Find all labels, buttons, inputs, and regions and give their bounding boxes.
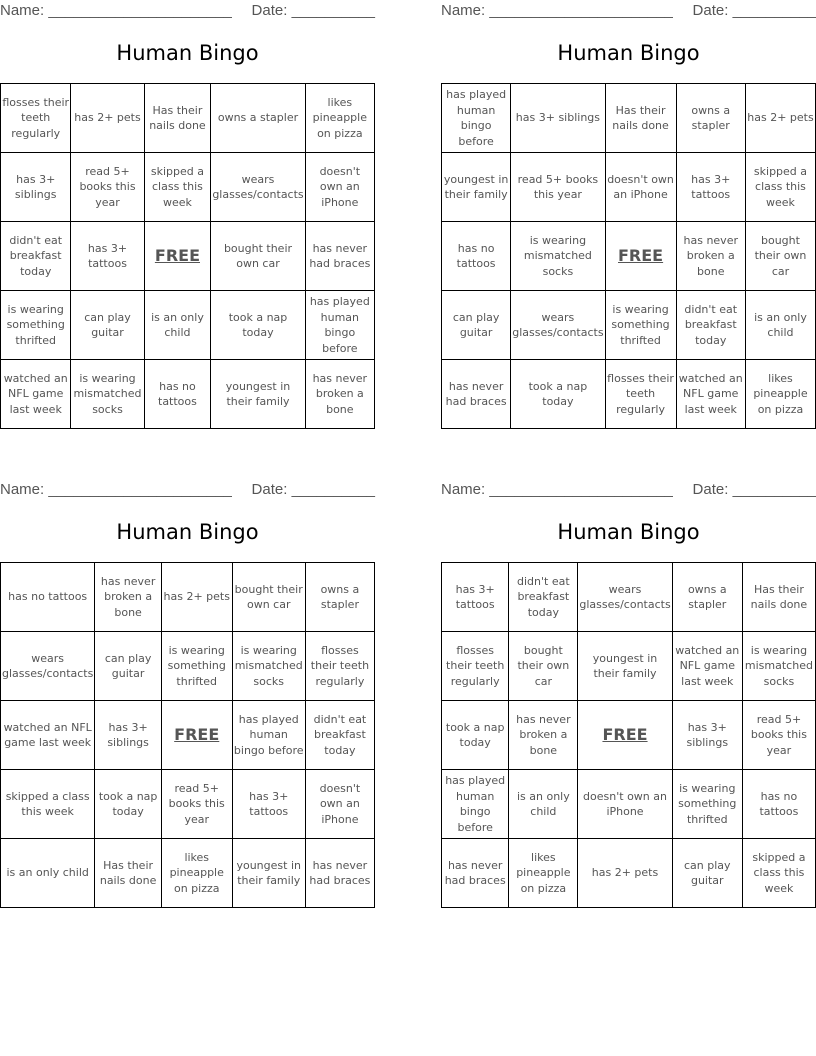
bingo-square: watched an NFL game last week <box>1 360 71 429</box>
bingo-card-3 <box>0 479 375 913</box>
bingo-square: has never broken a bone <box>676 222 745 291</box>
card-header <box>0 2 375 22</box>
bingo-square: Has their nails done <box>605 84 676 153</box>
bingo-square: likes pineapple on pizza <box>305 84 374 153</box>
bingo-square: youngest in their family <box>442 153 511 222</box>
bingo-square: owns a stapler <box>672 563 742 632</box>
bingo-square: youngest in their family <box>232 839 305 908</box>
bingo-square: doesn't own an iPhone <box>605 153 676 222</box>
bingo-square: likes pineapple on pizza <box>509 839 578 908</box>
name-field-label: Name: ______________________ <box>441 481 673 498</box>
card-header <box>441 481 816 501</box>
bingo-square: didn't eat breakfast today <box>305 701 374 770</box>
bingo-square: flosses their teeth regularly <box>605 360 676 429</box>
bingo-square: didn't eat breakfast today <box>1 222 71 291</box>
bingo-square: is an only child <box>1 839 95 908</box>
bingo-square: has 3+ tattoos <box>676 153 745 222</box>
bingo-square: is wearing something thrifted <box>672 770 742 839</box>
bingo-square: likes pineapple on pizza <box>745 360 815 429</box>
bingo-square: youngest in their family <box>211 360 305 429</box>
bingo-square: skipped a class this week <box>742 839 815 908</box>
bingo-row <box>442 701 816 770</box>
date-field-label: Date: __________ <box>251 2 375 19</box>
bingo-square: skipped a class this week <box>144 153 211 222</box>
bingo-square: is wearing something thrifted <box>605 291 676 360</box>
bingo-square: bought their own car <box>509 632 578 701</box>
free-space: FREE <box>578 701 672 770</box>
bingo-square: Has their nails done <box>95 839 162 908</box>
bingo-square: read 5+ books this year <box>511 153 605 222</box>
bingo-card-1 <box>0 0 375 434</box>
bingo-square: flosses their teeth regularly <box>305 632 374 701</box>
bingo-square: flosses their teeth regularly <box>442 632 509 701</box>
bingo-square: is wearing something thrifted <box>1 291 71 360</box>
bingo-square: has never broken a bone <box>95 563 162 632</box>
card-header <box>0 481 375 501</box>
bingo-square: read 5+ books this year <box>71 153 144 222</box>
bingo-square: watched an NFL game last week <box>676 360 745 429</box>
bingo-square: has 3+ tattoos <box>71 222 144 291</box>
bingo-square: can play guitar <box>672 839 742 908</box>
bingo-square: took a nap today <box>211 291 305 360</box>
bingo-square: has no tattoos <box>144 360 211 429</box>
bingo-square: has never broken a bone <box>509 701 578 770</box>
bingo-square: is an only child <box>144 291 211 360</box>
bingo-square: didn't eat breakfast today <box>676 291 745 360</box>
bingo-square: is an only child <box>509 770 578 839</box>
name-field-label: Name: ______________________ <box>0 481 232 498</box>
bingo-square: has 3+ siblings <box>1 153 71 222</box>
bingo-square: has no tattoos <box>1 563 95 632</box>
bingo-square: wears glasses/contacts <box>578 563 672 632</box>
bingo-square: has played human bingo before <box>232 701 305 770</box>
bingo-grid <box>441 83 816 429</box>
name-field-label: Name: ______________________ <box>441 2 673 19</box>
bingo-row <box>1 632 375 701</box>
bingo-square: has 3+ siblings <box>511 84 605 153</box>
bingo-square: Has their nails done <box>144 84 211 153</box>
bingo-square: skipped a class this week <box>1 770 95 839</box>
bingo-row <box>1 360 375 429</box>
bingo-square: has played human bingo before <box>442 770 509 839</box>
bingo-square: read 5+ books this year <box>161 770 232 839</box>
bingo-square: has 2+ pets <box>71 84 144 153</box>
bingo-square: bought their own car <box>232 563 305 632</box>
bingo-square: has never broken a bone <box>305 360 374 429</box>
bingo-square: has 3+ siblings <box>672 701 742 770</box>
date-field-label: Date: __________ <box>692 2 816 19</box>
bingo-row <box>1 84 375 153</box>
bingo-square: has played human bingo before <box>442 84 511 153</box>
bingo-square: is an only child <box>745 291 815 360</box>
bingo-square: has no tattoos <box>442 222 511 291</box>
name-field-label: Name: ______________________ <box>0 2 232 19</box>
bingo-square: has 3+ tattoos <box>442 563 509 632</box>
bingo-square: owns a stapler <box>676 84 745 153</box>
bingo-square: wears glasses/contacts <box>211 153 305 222</box>
bingo-card-2 <box>441 0 816 434</box>
bingo-row <box>1 770 375 839</box>
bingo-square: is wearing mismatched socks <box>232 632 305 701</box>
bingo-row <box>442 839 816 908</box>
bingo-row <box>442 291 816 360</box>
bingo-row <box>442 770 816 839</box>
card-header <box>441 2 816 22</box>
bingo-square: took a nap today <box>95 770 162 839</box>
bingo-square: has 2+ pets <box>578 839 672 908</box>
bingo-grid <box>0 83 375 429</box>
bingo-square: is wearing mismatched socks <box>511 222 605 291</box>
bingo-square: is wearing mismatched socks <box>742 632 815 701</box>
bingo-row <box>442 563 816 632</box>
bingo-square: didn't eat breakfast today <box>509 563 578 632</box>
bingo-square: can play guitar <box>442 291 511 360</box>
bingo-square: has 2+ pets <box>161 563 232 632</box>
bingo-square: has never had braces <box>305 222 374 291</box>
card-title: Human Bingo <box>116 41 259 65</box>
bingo-square: is wearing mismatched socks <box>71 360 144 429</box>
bingo-row <box>1 222 375 291</box>
bingo-row <box>442 632 816 701</box>
bingo-square: can play guitar <box>71 291 144 360</box>
bingo-grid <box>0 562 375 908</box>
card-title: Human Bingo <box>116 520 259 544</box>
bingo-square: has no tattoos <box>742 770 815 839</box>
bingo-row <box>1 563 375 632</box>
bingo-square: doesn't own an iPhone <box>305 770 374 839</box>
date-field-label: Date: __________ <box>251 481 375 498</box>
bingo-square: owns a stapler <box>211 84 305 153</box>
bingo-square: flosses their teeth regularly <box>1 84 71 153</box>
bingo-square: skipped a class this week <box>745 153 815 222</box>
bingo-square: can play guitar <box>95 632 162 701</box>
bingo-square: bought their own car <box>745 222 815 291</box>
bingo-square: Has their nails done <box>742 563 815 632</box>
bingo-square: owns a stapler <box>305 563 374 632</box>
bingo-square: has 3+ siblings <box>95 701 162 770</box>
bingo-square: has never had braces <box>442 360 511 429</box>
bingo-row <box>1 153 375 222</box>
bingo-square: youngest in their family <box>578 632 672 701</box>
bingo-square: has 3+ tattoos <box>232 770 305 839</box>
bingo-square: watched an NFL game last week <box>1 701 95 770</box>
bingo-square: has played human bingo before <box>305 291 374 360</box>
bingo-row <box>442 153 816 222</box>
bingo-row <box>1 701 375 770</box>
bingo-square: has never had braces <box>442 839 509 908</box>
bingo-square: watched an NFL game last week <box>672 632 742 701</box>
card-title: Human Bingo <box>557 41 700 65</box>
bingo-row <box>1 839 375 908</box>
bingo-grid <box>441 562 816 908</box>
bingo-square: took a nap today <box>442 701 509 770</box>
free-space: FREE <box>605 222 676 291</box>
bingo-row <box>442 360 816 429</box>
bingo-square: wears glasses/contacts <box>1 632 95 701</box>
card-title: Human Bingo <box>557 520 700 544</box>
date-field-label: Date: __________ <box>692 481 816 498</box>
bingo-card-4 <box>441 479 816 913</box>
bingo-square: likes pineapple on pizza <box>161 839 232 908</box>
bingo-square: bought their own car <box>211 222 305 291</box>
bingo-square: has 2+ pets <box>745 84 815 153</box>
bingo-square: doesn't own an iPhone <box>305 153 374 222</box>
bingo-row <box>1 291 375 360</box>
bingo-square: wears glasses/contacts <box>511 291 605 360</box>
bingo-square: is wearing something thrifted <box>161 632 232 701</box>
bingo-row <box>442 222 816 291</box>
bingo-row <box>442 84 816 153</box>
bingo-square: read 5+ books this year <box>742 701 815 770</box>
free-space: FREE <box>144 222 211 291</box>
bingo-square: doesn't own an iPhone <box>578 770 672 839</box>
free-space: FREE <box>161 701 232 770</box>
bingo-square: has never had braces <box>305 839 374 908</box>
bingo-square: took a nap today <box>511 360 605 429</box>
